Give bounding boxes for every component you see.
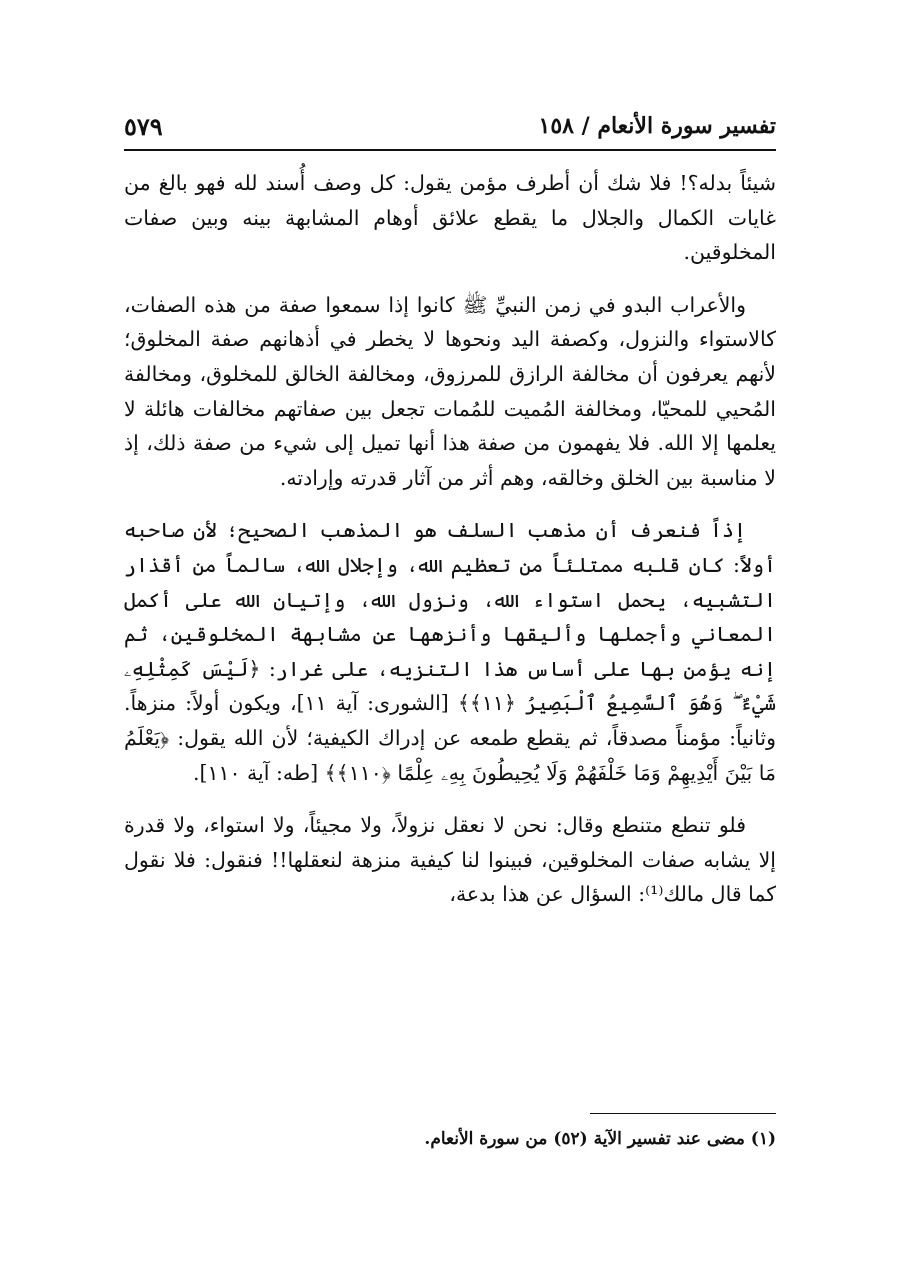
paragraph-2: والأعراب البدو في زمن النبيِّ ﷺ كانوا إذا سمعوا صفة من هذه الصفات، كالاستواء والنزول، وكصفة اليد ونحوها لا يخطر في أذهانهم صفة المخلوق؛ لأنهم يعرفون أن مخالفة الرازق للمرزوق، ومخالفة الخالق للمخلوق، ومخالفة المُحيي للمحيّا، ومخالفة المُميت للمُمات تجعل بين صفاتهم مخالفات هائلة لا يعلمها إلا الله. فلا يفهمون من صفة هذا أنها تميل إلى شيء من صفة ذلك، إذ لا مناسبة بين الخلق وخالقه، وهم أثر من آثار قدرته وإرادته. — [124, 292, 776, 490]
header-divider — [124, 149, 776, 151]
footnote: (١) مضى عند تفسير الآية (٥٢) من سورة الأنعام. — [424, 1129, 776, 1149]
page-header — [124, 108, 776, 144]
body-text — [124, 166, 776, 912]
paragraph-4: فلو تنطع متنطع وقال: نحن لا نعقل نزولاً، ولا مجيئاً، ولا استواء، ولا قدرة إلا يشابه صفات المخلوقين، فبينوا لنا كيفية منزهة لنعقلها!! فنقول: فلا نقول كما قال مالك⁽¹⁾: السؤال عن هذا بدعة، — [124, 813, 776, 907]
paragraph-3: إذاً فنعرف أن مذهب السلف هو المذهب الصحيح؛ لأن صاحبه أولاً: كان قلبه ممتلئاً من تعظيم الله، وإجلال الله، سالماً من أقذار التشبيه، يحمل استواء الله، ونزول الله، وإتيان الله على أكمل المعاني وأجملها وأليقها وأنزهها عن مشابهة المخلوقين، ثم إنه يؤمن بها على أساس هذا التنزيه، على غرار: ﴿لَيْسَ كَمِثْلِهِۦ شَيْءٌ ۖ وَهُوَ ٱلسَّمِيعُ ٱلْبَصِيرُ ﴿١١﴾﴾ [الشورى: آية ١١]، ويكون أولاً: منزهاً. وثانياً: مؤمناً مصدقاً، ثم يقطع طمعه عن إدراك الكيفية؛ لأن الله يقول: ﴿يَعْلَمُ مَا بَيْنَ أَيْدِيهِمْ وَمَا خَلْفَهُمْ وَلَا يُحِيطُونَ بِهِۦ عِلْمًا ﴿١١٠﴾﴾ [طه: آية ١١٠]. — [124, 518, 776, 785]
page-number: ٥٧٩ — [124, 111, 163, 141]
running-head: تفسير سورة الأنعام / ١٥٨ — [538, 113, 776, 139]
footnote-divider — [590, 1113, 776, 1114]
paragraph-1: شيئاً بدله؟! فلا شك أن أطرف مؤمن يقول: كل وصف أُسند لله فهو بالغ من غايات الكمال والجلال ما يقطع علائق أوهام المشابهة بينه وبين صفات المخلوقين. — [124, 171, 776, 265]
